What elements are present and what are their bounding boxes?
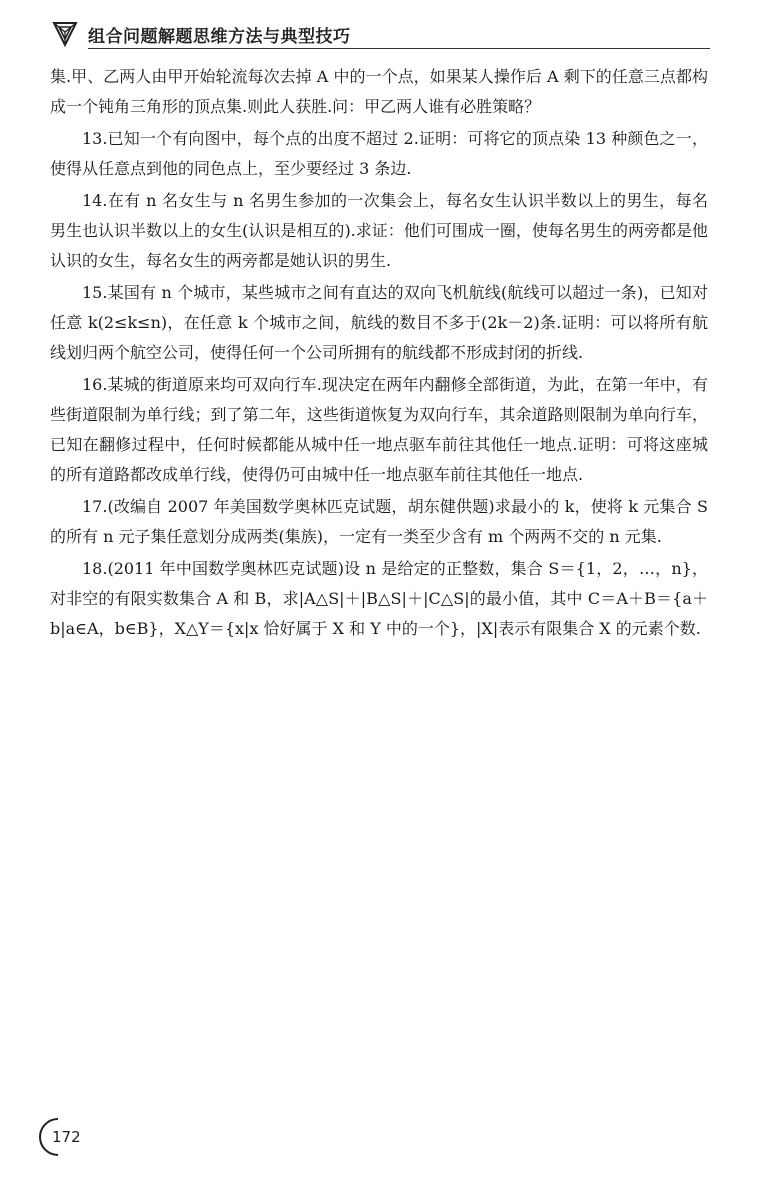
problem-13: 13.已知一个有向图中，每个点的出度不超过 2.证明：可将它的顶点染 13 种颜色之一，使得从任意点到他的同色点上，至少要经过 3 条边. [50,129,708,178]
problem-text [50,62,708,644]
page-header [50,16,710,52]
problem-14: 14.在有 n 名女生与 n 名男生参加的一次集会上，每名女生认识半数以上的男生，每名男生也认识半数以上的女生(认识是相互的).求证：他们可围成一圈，使每名男生的两旁都是他认识的女生，每名女生的两旁都是她认识的男生. [50,191,708,270]
page-number-text: 172 [52,1128,81,1146]
problem-16: 16.某城的街道原来均可双向行车.现决定在两年内翻修全部街道，为此，在第一年中，有些街道限制为单行线；到了第二年，这些街道恢复为双向行车，其余道路则限制为单向行车，已知在翻修过程中，任何时候都能从城中任一地点驱车前往其他任一地点.证明：可将这座城的所有道路都改成单行线，使得仍可由城中任一地点驱车前往其他任一地点. [50,375,708,484]
problem-17: 17.(改编自 2007 年美国数学奥林匹克试题，胡东健供题)求最小的 k，使将 k 元集合 S 的所有 n 元子集任意划分成两类(集族)，一定有一类至少含有 m 个两两不交的 n 元集. [50,497,708,546]
page-number [36,1117,86,1157]
problem-18: 18.(2011 年中国数学奥林匹克试题)设 n 是给定的正整数，集合 S＝{1，2，…，n}，对非空的有限实数集合 A 和 B，求|A△S|＋|B△S|＋|C△S|的最小值，其中 C＝A＋B＝{a＋b|a∈A，b∈B}，X△Y＝{x|x 恰好属于 X 和 Y 中的一个}，|X|表示有限集合 X 的元素个数. [50,559,708,638]
header-divider [88,48,710,49]
problem-12-continuation: 集.甲、乙两人由甲开始轮流每次去掉 A 中的一个点，如果某人操作后 A 剩下的任意三点都构成一个钝角三角形的顶点集.则此人获胜.问：甲乙两人谁有必胜策略？ [50,67,708,116]
problem-15: 15.某国有 n 个城市，某些城市之间有直达的双向飞机航线(航线可以超过一条)，已知对任意 k(2≤k≤n)，在任意 k 个城市之间，航线的数目不多于(2k－2)条.证明：可以将所有航线划归两个航空公司，使得任何一个公司所拥有的航线都不形成封闭的折线. [50,283,708,362]
triangle-knot-icon [50,18,80,48]
running-header-title: 组合问题解题思维方法与典型技巧 [88,27,351,47]
